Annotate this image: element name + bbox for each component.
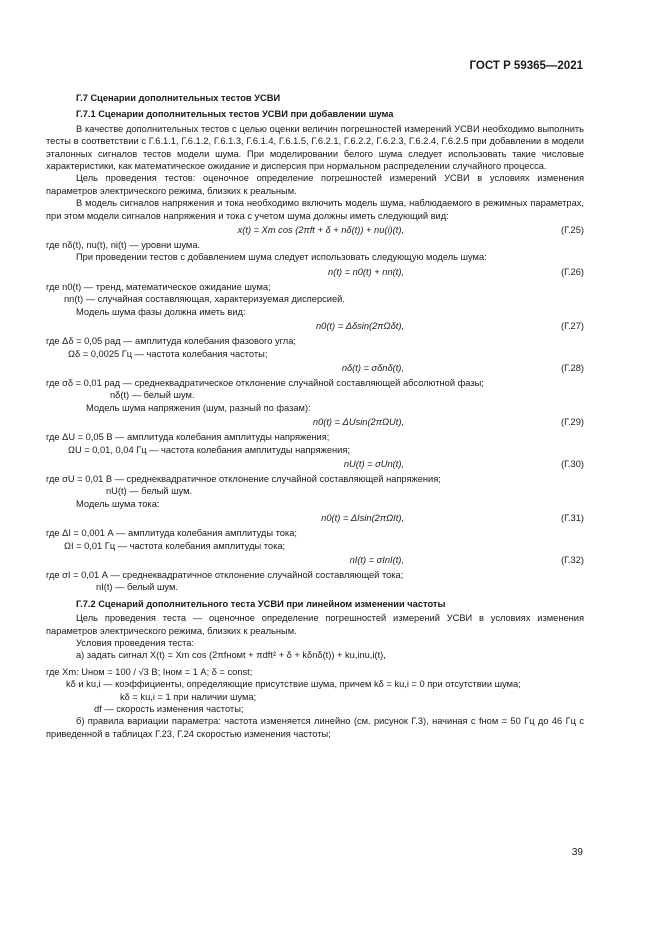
definition-line: где ΔI = 0,001 А — амплитуда колебания амплитуды тока; (46, 528, 297, 539)
equation: nU(t) = σUn(t), (343, 458, 404, 469)
definition-line: ΩI = 0,01 Гц — частота колебания амплитуды тока; (64, 540, 286, 551)
definition-line: kδ и ku,i — коэффициенты, определяющие присутствие шума, причем kδ = ku,i = 0 при отсутствии шума; (66, 679, 521, 690)
equation-row (46, 552, 584, 569)
definition-line: где σI = 0,01 А — среднеквадратичное отклонение случайной составляющей тока; (46, 569, 404, 580)
equation-row (46, 414, 584, 431)
equation-row (46, 264, 584, 281)
section-heading-g72: Г.7.2 Сценарий дополнительного теста УСВИ при линейном изменении частоты (76, 598, 446, 609)
equation-row (46, 360, 584, 377)
equation: x(t) = Xm cos (2πft + δ + nδ(t)) + nu(i)(t), (237, 225, 404, 236)
definition-line: где σU = 0,01 В — среднеквадратичное отклонение случайной составляющей напряжения; (46, 473, 441, 484)
equation-row (46, 222, 584, 239)
equation-number: (Г.32) (560, 554, 584, 565)
equation: n(t) = n0(t) + nn(t), (328, 266, 404, 277)
equation: n0(t) = ΔIsin(2πΩIt), (321, 513, 404, 524)
definition-line: где Δδ = 0,05 рад — амплитуда колебания фазового угла; (46, 336, 296, 347)
definition-line: nδ(t) — белый шум. (110, 390, 195, 401)
equation: n0(t) = Δδsin(2πΩδt), (316, 321, 404, 332)
equation: nI(t) = σInI(t), (349, 554, 404, 565)
equation-row (46, 510, 584, 527)
section-heading-g71: Г.7.1 Сценарии дополнительных тестов УСВИ при добавлении шума (76, 109, 394, 120)
definition-line: где σδ = 0,01 рад — среднеквадратическое отклонение случайной составляющей абсолютной фазы; (46, 377, 484, 388)
paragraph: В качестве дополнительных тестов с целью оценки величин погрешностей измерений УСВИ необходимо выполнить тесты в соответствии с Г.6.1.1, Г.6.1.2, Г.6.1.3, Г.6.1.4, Г.6.1.5, Г.6.2.1, Г.6.2.2, Г.6.2.3, Г.6.2.4, Г.6.2.5 при добавлении в модели эталонных сигналов тестов модели шума. При моделировании белого шума следует использовать такие числовые характеристики, как математическое ожидание и дисперсия при нормальном распределении случайного процесса. (46, 123, 584, 172)
equation-number: (Г.27) (560, 321, 584, 332)
definition-line: Ωδ = 0,0025 Гц — частота колебания частоты; (68, 348, 268, 359)
equation-number: (Г.25) (560, 225, 584, 236)
definition-line: nn(t) — случайная составляющая, характеризуемая дисперсией. (64, 294, 345, 305)
paragraph: Модель шума тока: (76, 498, 160, 509)
definition-line: nU(t) — белый шум. (106, 486, 193, 497)
equation: n0(t) = ΔUsin(2πΩUt), (312, 417, 404, 428)
paragraph: В модель сигналов напряжения и тока необходимо включить модель шума, наблюдаемого в режимных параметрах, при этом модели сигналов напряжения и тока с учетом шума должны иметь следующий вид: (46, 198, 584, 221)
equation-number: (Г.29) (560, 417, 584, 428)
definition-line: где nδ(t), nu(t), ni(t) — уровни шума. (46, 240, 201, 251)
paragraph: Цель проведения тестов: оценочное определение погрешностей измерений УСВИ в условиях изменения параметров электрического режима, близких к реальным. (46, 173, 584, 196)
paragraph: Условия проведения теста: (76, 638, 194, 648)
document-header: ГОСТ Р 59365—2021 (469, 60, 583, 72)
page-content (46, 88, 584, 740)
equation-number: (Г.31) (560, 513, 584, 524)
paragraph: Модель шума напряжения (шум, разный по фазам): (86, 402, 311, 413)
definition-line: nI(t) — белый шум. (96, 582, 178, 593)
paragraph: б) правила вариации параметра: частота изменяется линейно (см. рисунок Г.3), начиная с fном = 50 Гц до 46 Гц с приведенной в таблицах Г.23, Г.24 скоростью изменения частоты; (46, 716, 584, 739)
equation-number: (Г.26) (560, 266, 584, 277)
section-heading-g7: Г.7 Сценарии дополнительных тестов УСВИ (76, 93, 281, 103)
definition-line: где ΔU = 0,05 В — амплитуда колебания амплитуды напряжения; (46, 432, 330, 443)
equation-number: (Г.30) (560, 458, 584, 469)
equation-row (46, 456, 584, 473)
definition-line: kδ = ku,i = 1 при наличии шума; (120, 691, 257, 702)
equation: nδ(t) = σδnδ(t), (341, 362, 404, 373)
equation-row (46, 318, 584, 335)
paragraph: Цель проведения теста — оценочное определение погрешностей измерений УСВИ в условиях изменения параметров электрического режима, близких к реальным. (46, 613, 584, 636)
paragraph: При проведении тестов с добавлением шума следует использовать следующую модель шума: (76, 252, 487, 263)
definition-line: где Xm: Uном = 100 / √3 В; Iном = 1 А; δ = const; (46, 666, 253, 677)
equation-number: (Г.28) (560, 362, 584, 373)
paragraph: Модель шума фазы должна иметь вид: (76, 306, 246, 317)
page-number: 39 (571, 847, 583, 858)
definition-line: где n0(t) — тренд, математическое ожидание шума; (46, 281, 271, 292)
definition-line: df — скорость изменения частоты; (94, 704, 244, 715)
definition-line: ΩU = 0,01, 0,04 Гц — частота колебания амплитуды напряжения; (68, 444, 350, 455)
paragraph: а) задать сигнал X(t) = Xm cos (2πfномt + πdft² + δ + kδnδ(t)) + ku,inu,i(t), (76, 650, 386, 661)
